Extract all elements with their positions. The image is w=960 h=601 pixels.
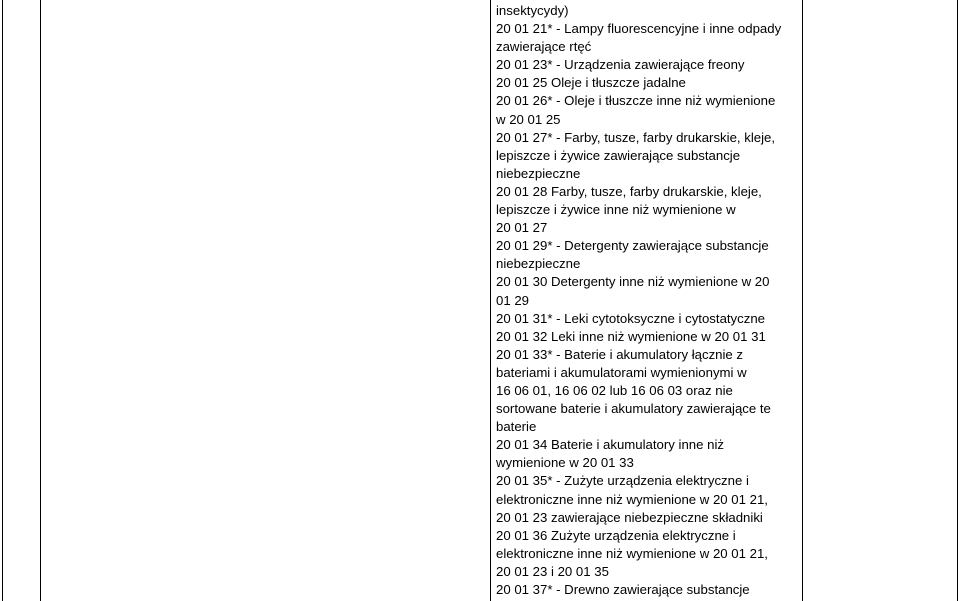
text-line: 20 01 28 Farby, tusze, farby drukarskie, kleje, — [496, 183, 762, 199]
text-line: 20 01 33* - Baterie i akumulatory łącznie z — [496, 346, 744, 362]
text-line: wymienione w 20 01 33 — [496, 455, 634, 471]
text-line: 20 01 34 Baterie i akumulatory inne niż — [496, 437, 724, 453]
text-line: 20 01 21* - Lampy fluorescencyjne i inne odpady — [496, 21, 782, 37]
text-line: 20 01 25 Oleje i tłuszcze jadalne — [496, 75, 686, 91]
table-border-left — [2, 0, 3, 601]
waste-code-list — [496, 2, 800, 599]
text-line: 20 01 30 Detergenty inne niż wymienione w 20 — [496, 274, 770, 290]
text-line: bateriami i akumulatorami wymienionymi w — [496, 364, 747, 380]
text-line: w 20 01 25 — [496, 111, 561, 127]
text-line: lepiszcze i żywice inne niż wymienione w — [496, 202, 736, 218]
text-line: sortowane baterie i akumulatory zawierające te — [496, 401, 771, 417]
text-line: 20 01 37* - Drewno zawierające substancje — [496, 582, 750, 597]
text-line: 20 01 35* - Zużyte urządzenia elektryczne i — [496, 473, 749, 489]
text-line: elektroniczne inne niż wymienione w 20 01 21, — [496, 545, 768, 561]
text-line: niebezpieczne — [496, 165, 581, 181]
table-border-right — [957, 0, 958, 601]
text-line: 20 01 31* - Leki cytotoksyczne i cytostatyczne — [496, 310, 766, 326]
text-line: niebezpieczne — [496, 256, 581, 272]
table-column-divider-3 — [802, 0, 803, 601]
text-line: 20 01 26* - Oleje i tłuszcze inne niż wymienione — [496, 93, 776, 109]
table-column-divider-2 — [490, 0, 491, 601]
text-line: 20 01 23* - Urządzenia zawierające freony — [496, 57, 745, 73]
text-line: 20 01 23 zawierające niebezpieczne składniki — [496, 509, 763, 525]
text-line: 01 29 — [496, 292, 530, 308]
text-line: 20 01 27 — [496, 220, 548, 236]
text-line: elektroniczne inne niż wymienione w 20 01 21, — [496, 491, 768, 507]
text-line: 20 01 32 Leki inne niż wymienione w 20 01 31 — [496, 328, 766, 344]
text-line: zawierające rtęć — [496, 39, 592, 55]
text-line: 20 01 23 i 20 01 35 — [496, 563, 609, 579]
table-column-divider-1 — [40, 0, 41, 601]
text-line: 16 06 01, 16 06 02 lub 16 06 03 oraz nie — [496, 382, 733, 398]
text-line: 20 01 27* - Farby, tusze, farby drukarskie, kleje, — [496, 129, 776, 145]
text-line: insektycydy) — [496, 3, 569, 18]
text-line: 20 01 36 Zużyte urządzenia elektryczne i — [496, 527, 736, 543]
text-line: 20 01 29* - Detergenty zawierające substancje — [496, 238, 769, 254]
text-line: baterie — [496, 419, 537, 435]
text-line: lepiszcze i żywice zawierające substancje — [496, 147, 741, 163]
